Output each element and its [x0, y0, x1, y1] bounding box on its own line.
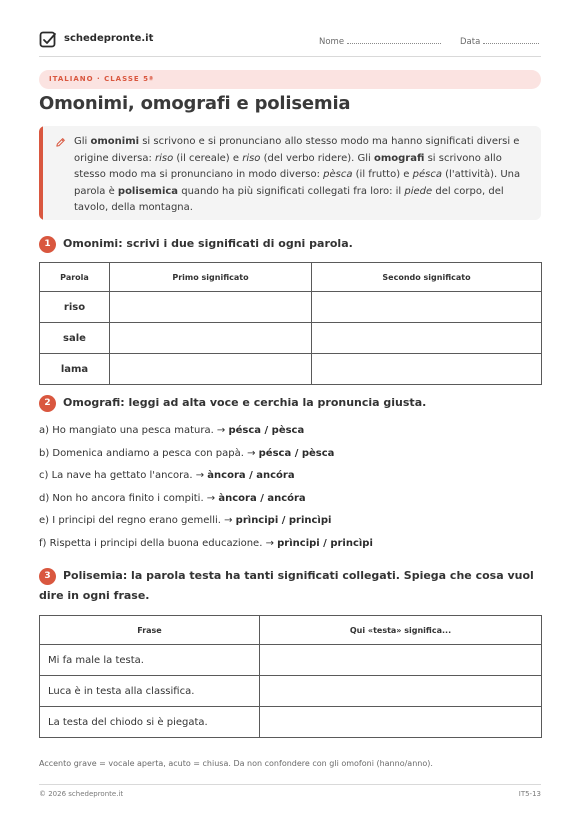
- subject-label: ITALIANO · CLASSE 5ª: [49, 75, 154, 83]
- pencil-icon: [55, 137, 66, 148]
- pronunciation-choice[interactable]: pésca / pèsca: [258, 447, 335, 459]
- footnote: Accento grave = vocale aperta, acuto = chiusa. Da non confondere con gli omofoni (hanno/anno).: [39, 759, 433, 768]
- section2-heading: 2 Omografi: leggi ad alta voce e cerchia la pronuncia giusta.: [39, 393, 541, 413]
- page-title: Omonimi, omografi e polisemia: [39, 93, 351, 114]
- pronunciation-choice[interactable]: prìncipi / princìpi: [277, 537, 373, 549]
- answer-cell[interactable]: [260, 645, 542, 676]
- copyright: © 2026 schedepronte.it: [39, 790, 124, 798]
- intro-box: [39, 126, 541, 220]
- answer-cell[interactable]: [110, 292, 312, 323]
- pronunciation-choice[interactable]: àncora / ancóra: [207, 470, 295, 482]
- header-divider: [39, 56, 541, 57]
- list-item: b) Domenica andiamo a pesca con papà. → pésca / pèsca: [39, 447, 335, 459]
- logo-check-icon: [39, 31, 57, 49]
- answer-cell[interactable]: [312, 354, 542, 385]
- intro-text: Gli omonimi si scrivono e si pronunciano allo stesso modo ma hanno significati diversi e origine diversa: riso (il cereale) e riso (del verbo ridere). Gli omografi si scrivono allo stesso modo ma si pronunciano in modo diverso: pèsca (il frutto) e pésca (l'attività). Una parola è polisemica quando ha più significati collegati fra loro: il piede del corpo, del tavolo, della montagna.: [74, 136, 521, 214]
- pronunciation-choice[interactable]: prìncipi / princìpi: [235, 515, 332, 527]
- table-row: [40, 323, 542, 354]
- intro-accent-bar: [39, 126, 43, 220]
- section3-heading: 3 Polisemia: la parola testa ha tanti significati collegati. Spiega che cosa vuol dire in ogni frase.: [39, 569, 534, 602]
- date-field[interactable]: [460, 35, 539, 47]
- sentence-cell: Luca è in testa alla classifica.: [40, 676, 260, 707]
- word-cell: lama: [40, 354, 110, 385]
- homonyms-table: [39, 262, 542, 385]
- list-item: a) Ho mangiato una pesca matura. → pésca / pèsca: [39, 425, 305, 436]
- header: [39, 29, 541, 53]
- word-cell: sale: [40, 323, 110, 354]
- list-item: c) La nave ha gettato l'ancora. → àncora / ancóra: [39, 470, 295, 482]
- name-label: Nome: [319, 37, 345, 47]
- table-header-row: [40, 263, 542, 292]
- answer-cell[interactable]: [260, 707, 542, 738]
- table-header-row: [40, 616, 542, 645]
- homographs-list: [39, 420, 541, 556]
- polysemy-table: [39, 615, 542, 738]
- table-row: [40, 354, 542, 385]
- section-number: 3: [39, 568, 56, 585]
- sentence-cell: Mi fa male la testa.: [40, 645, 260, 676]
- footer-divider: [39, 784, 541, 785]
- answer-cell[interactable]: [312, 323, 542, 354]
- section-number: 2: [39, 395, 56, 412]
- section-number: 1: [39, 236, 56, 253]
- list-item: f) Rispetta i principi della buona educazione. → prìncipi / princìpi: [39, 537, 373, 549]
- list-item: d) Non ho ancora finito i compiti. → àncora / ancóra: [39, 492, 306, 504]
- column-header: Primo significato: [110, 263, 312, 292]
- section1-heading: 1 Omonimi: scrivi i due significati di ogni parola.: [39, 234, 541, 254]
- pronunciation-choice[interactable]: pésca / pèsca: [228, 425, 305, 436]
- table-row: [40, 676, 542, 707]
- column-header: Qui «testa» significa...: [260, 616, 542, 645]
- column-header: Parola: [40, 263, 110, 292]
- answer-cell[interactable]: [110, 354, 312, 385]
- sentence-cell: La testa del chiodo si è piegata.: [40, 707, 260, 738]
- answer-cell[interactable]: [312, 292, 542, 323]
- answer-cell[interactable]: [110, 323, 312, 354]
- column-header: Secondo significato: [312, 263, 542, 292]
- word-cell: riso: [40, 292, 110, 323]
- brand-name: schedepronte.it: [64, 33, 154, 44]
- subject-badge: [39, 70, 541, 89]
- name-field[interactable]: [319, 35, 441, 47]
- answer-cell[interactable]: [260, 676, 542, 707]
- sheet-code: IT5-13: [518, 790, 541, 798]
- table-row: [40, 292, 542, 323]
- date-label: Data: [460, 37, 481, 47]
- table-row: [40, 707, 542, 738]
- table-row: [40, 645, 542, 676]
- pronunciation-choice[interactable]: àncora / ancóra: [218, 492, 306, 504]
- column-header: Frase: [40, 616, 260, 645]
- list-item: e) I principi del regno erano gemelli. → prìncipi / princìpi: [39, 515, 332, 527]
